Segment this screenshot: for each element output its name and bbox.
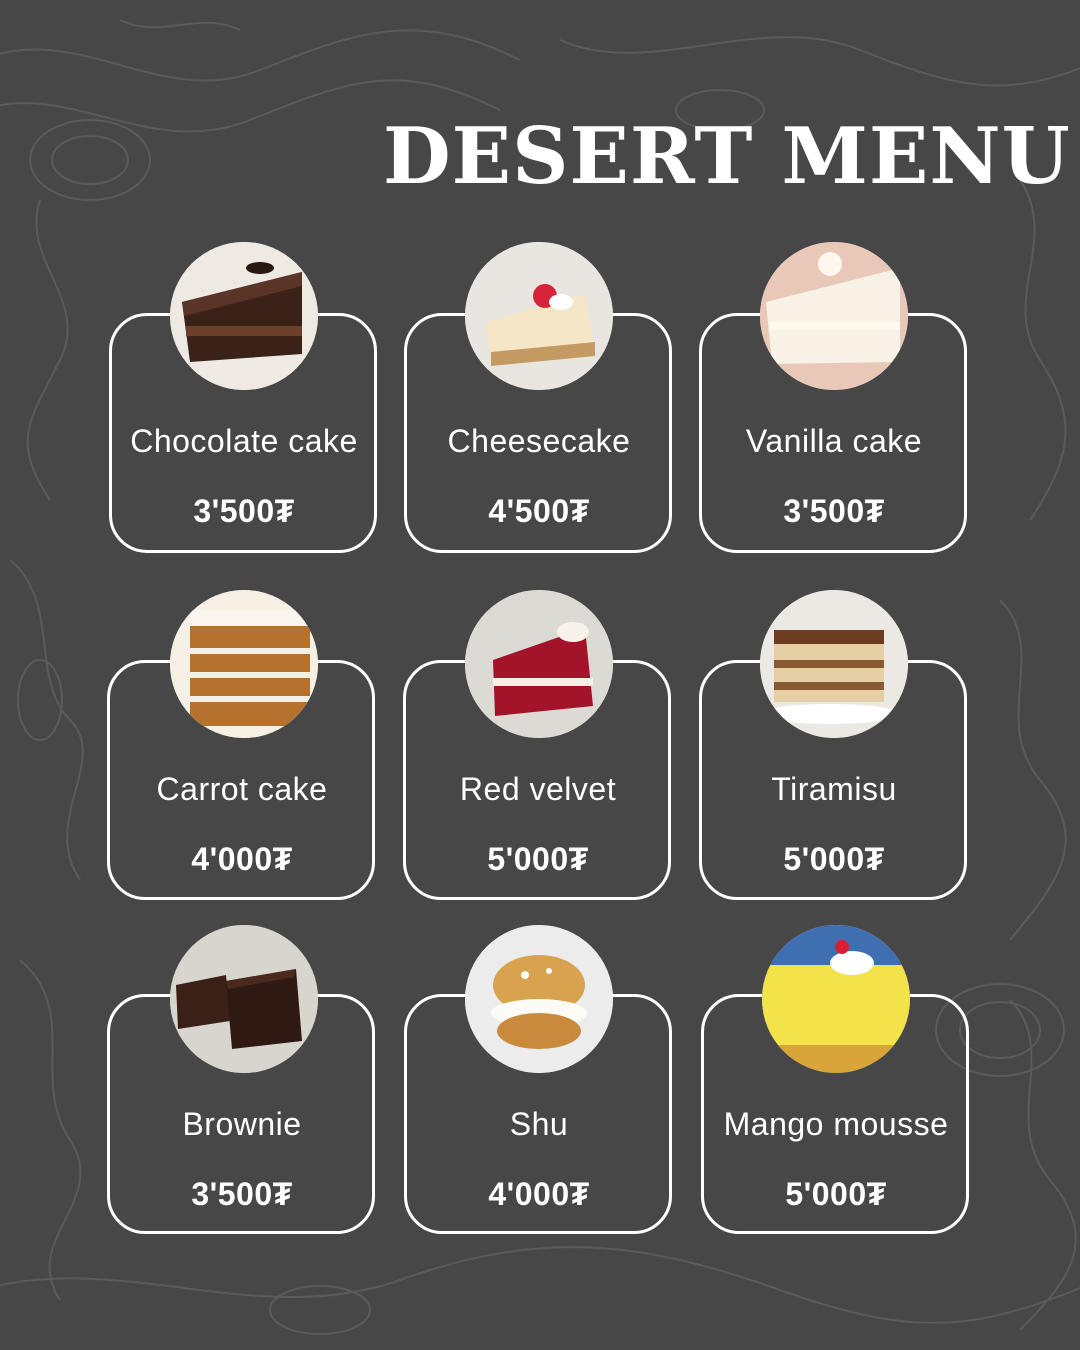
item-name: Red velvet (459, 771, 617, 807)
carrot-cake-photo (170, 590, 318, 738)
item-name: Shu (509, 1106, 569, 1142)
red-velvet-photo (465, 590, 613, 738)
item-name: Chocolate cake (130, 423, 358, 459)
item-price: 3'500₮ (783, 493, 885, 529)
brownie-photo (170, 925, 318, 1073)
vanilla-cake-photo (760, 242, 908, 390)
item-price: 4'500₮ (488, 493, 590, 529)
chocolate-cake-photo (170, 242, 318, 390)
item-price: 4'000₮ (488, 1176, 590, 1212)
item-name: Cheesecake (447, 423, 631, 459)
tiramisu-photo (760, 590, 908, 738)
item-price: 5'000₮ (487, 841, 589, 877)
item-price: 3'500₮ (193, 493, 295, 529)
menu-title: DESERT MENU (383, 111, 1071, 202)
item-name: Mango mousse (723, 1106, 949, 1142)
item-name: Brownie (182, 1106, 302, 1142)
mango-mousse-photo (762, 925, 910, 1073)
item-price: 5'000₮ (783, 841, 885, 877)
item-price: 4'000₮ (191, 841, 293, 877)
item-name: Vanilla cake (745, 423, 923, 459)
item-price: 3'500₮ (191, 1176, 293, 1212)
shu-photo (465, 925, 613, 1073)
item-name: Carrot cake (156, 771, 328, 807)
cheesecake-photo (465, 242, 613, 390)
item-name: Tiramisu (771, 771, 897, 807)
item-price: 5'000₮ (785, 1176, 887, 1212)
